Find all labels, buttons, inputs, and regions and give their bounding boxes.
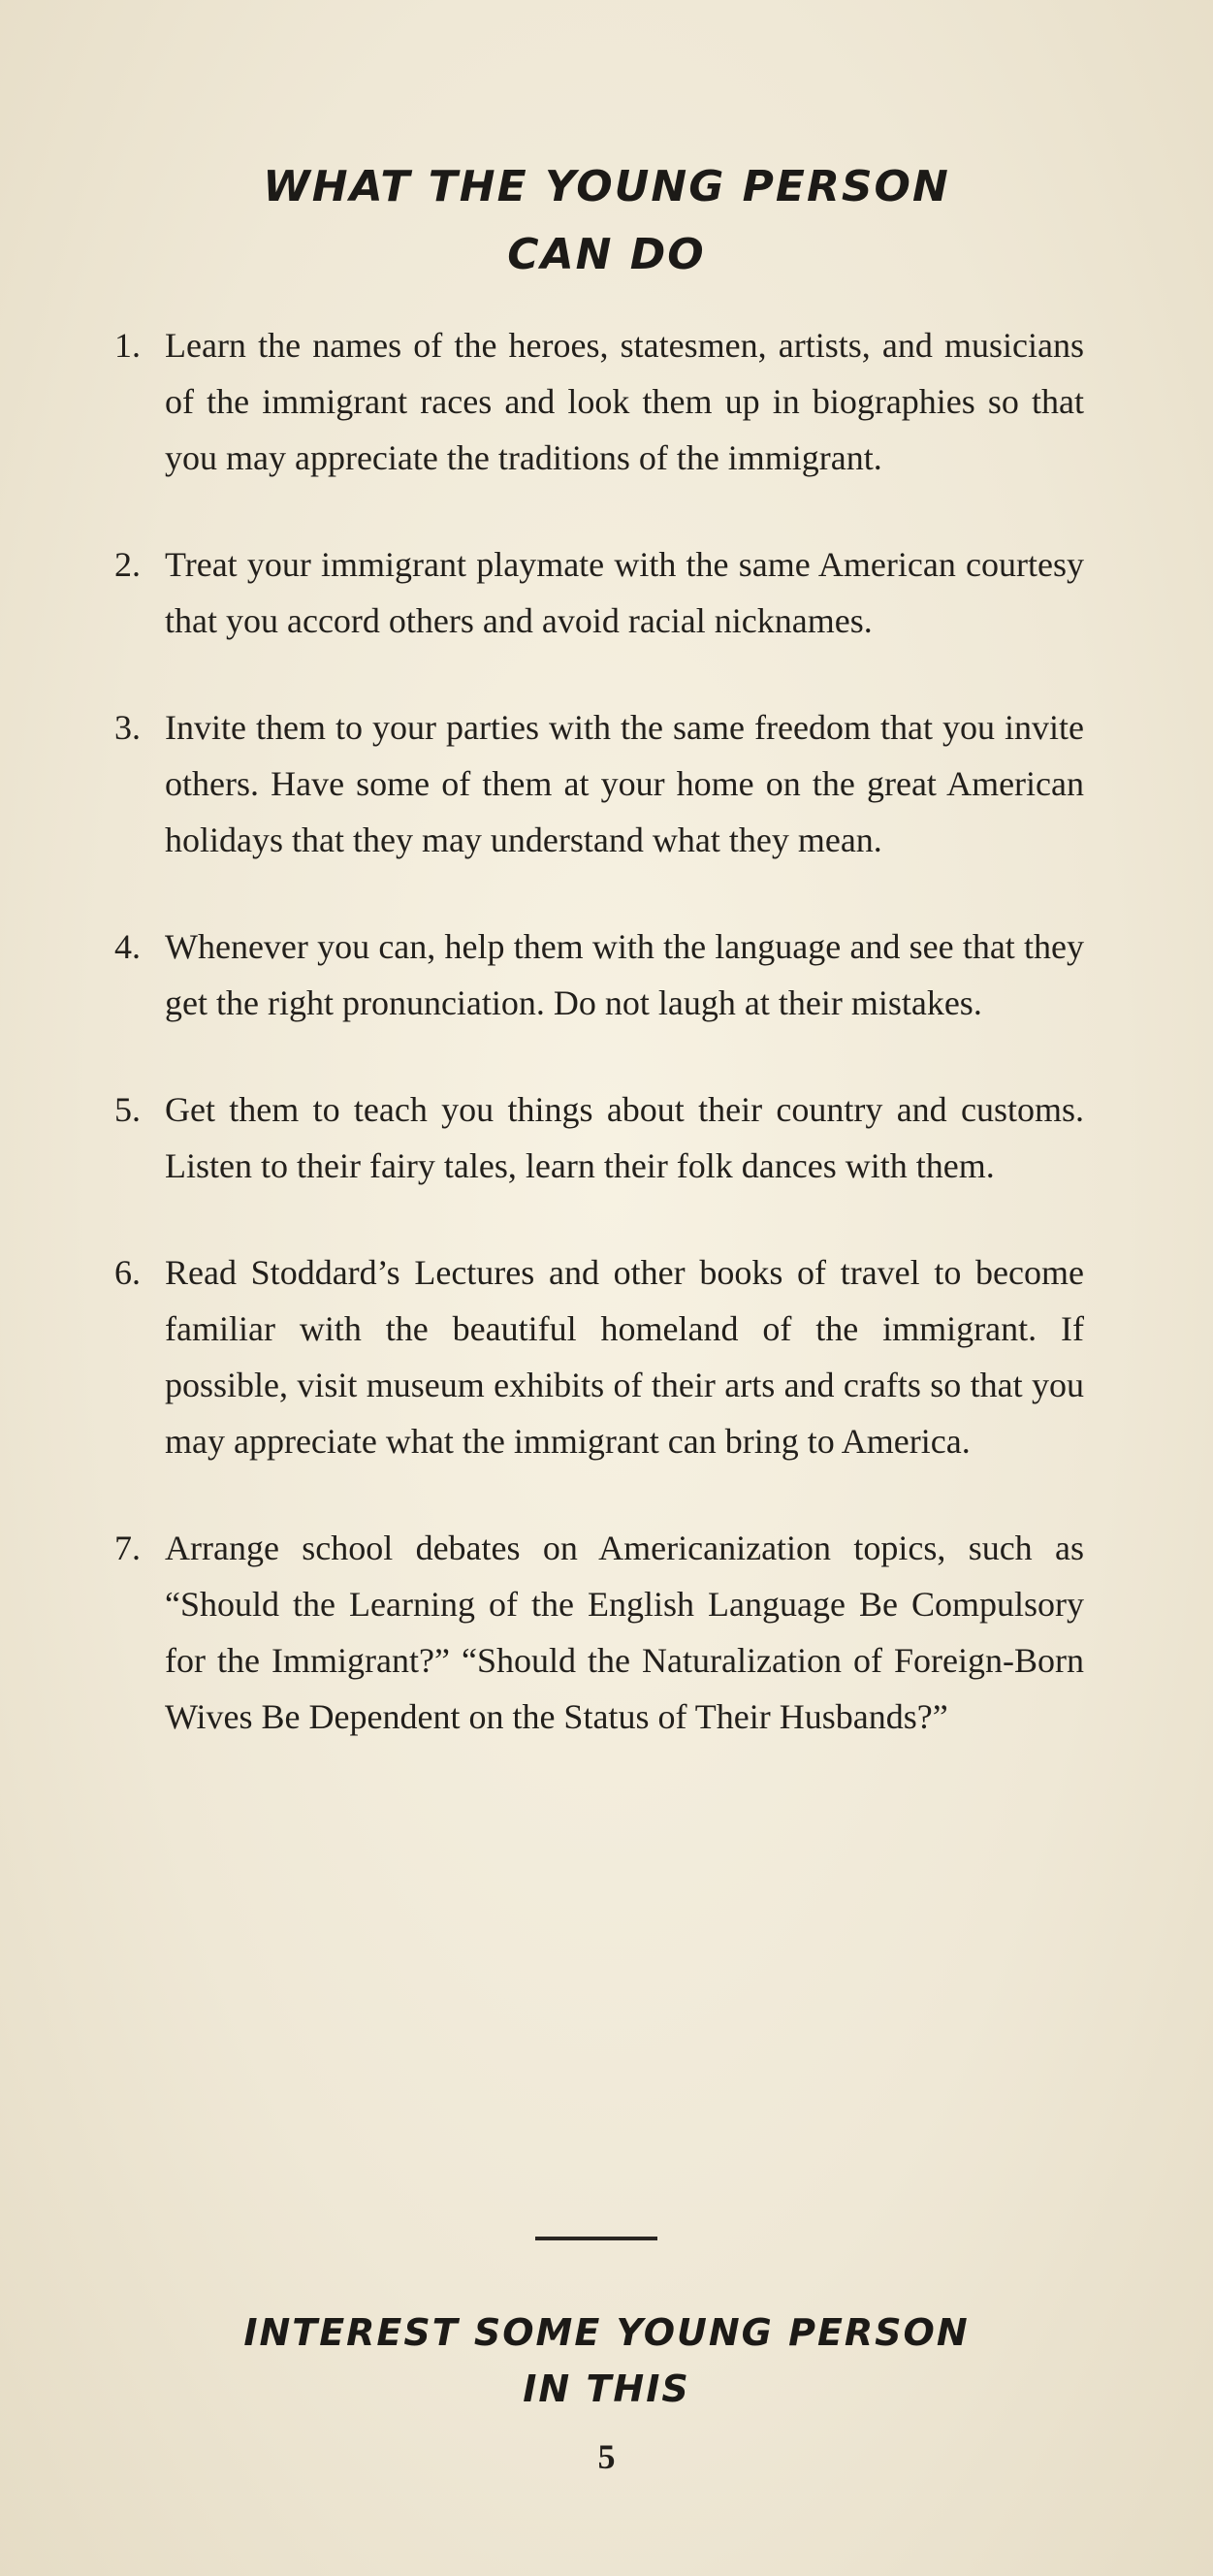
list-item-number: 4.	[114, 927, 141, 966]
list-item-text: Read Stoddard’s Lectures and other books of travel to become familiar with the beautiful homeland of the immigrant. If possible, visit museum exhibits of their arts and crafts so that you may appreciate what the immigrant can bring to America.	[165, 1253, 1084, 1461]
list-item-number: 1.	[114, 326, 141, 365]
list-item-text: Learn the names of the heroes, statesmen, artists, and musicians of the immigrant races and look them up in biographies so that you may appreciate the traditions of the immigrant.	[165, 326, 1084, 477]
list-item-text: Treat your immigrant playmate with the same American courtesy that you accord others and avoid racial nicknames.	[165, 545, 1084, 640]
list-item-number: 6.	[114, 1253, 141, 1292]
list-item-text: Arrange school debates on Americanization topics, such as “Should the Learning of the English Language Be Compulsory for the Immigrant?” “Should the Naturalization of Foreign-Born Wives Be Dependent on the Status of Their Husbands?”	[165, 1529, 1084, 1736]
page-number: 5	[597, 2437, 616, 2476]
closing-line-1: INTEREST SOME YOUNG PERSON	[243, 2311, 970, 2354]
page-title-line-2: CAN DO	[507, 230, 706, 279]
closing-call-to-action	[0, 2304, 1213, 2417]
suggestion-list	[114, 317, 1084, 1795]
page-title	[0, 153, 1213, 289]
list-item	[114, 317, 1084, 486]
list-item-text: Whenever you can, help them with the language and see that they get the right pronunciation. Do not laugh at their mistakes.	[165, 927, 1084, 1022]
list-item	[114, 1081, 1084, 1194]
list-item-number: 5.	[114, 1090, 141, 1129]
section-divider	[535, 2237, 657, 2240]
list-item	[114, 1520, 1084, 1745]
list-item-text: Get them to teach you things about their country and customs. Listen to their fairy tales, learn their folk dances with them.	[165, 1090, 1084, 1185]
list-item	[114, 536, 1084, 649]
list-item	[114, 1244, 1084, 1469]
list-item	[114, 699, 1084, 868]
list-item-number: 3.	[114, 708, 141, 747]
list-item-number: 7.	[114, 1529, 141, 1567]
list-item	[114, 918, 1084, 1031]
list-item-text: Invite them to your parties with the same freedom that you invite others. Have some of them at your home on the great American holidays that they may understand what they mean.	[165, 708, 1084, 859]
list-item-number: 2.	[114, 545, 141, 584]
page-title-line-1: WHAT THE YOUNG PERSON	[263, 162, 950, 211]
closing-line-2: IN THIS	[523, 2367, 690, 2410]
